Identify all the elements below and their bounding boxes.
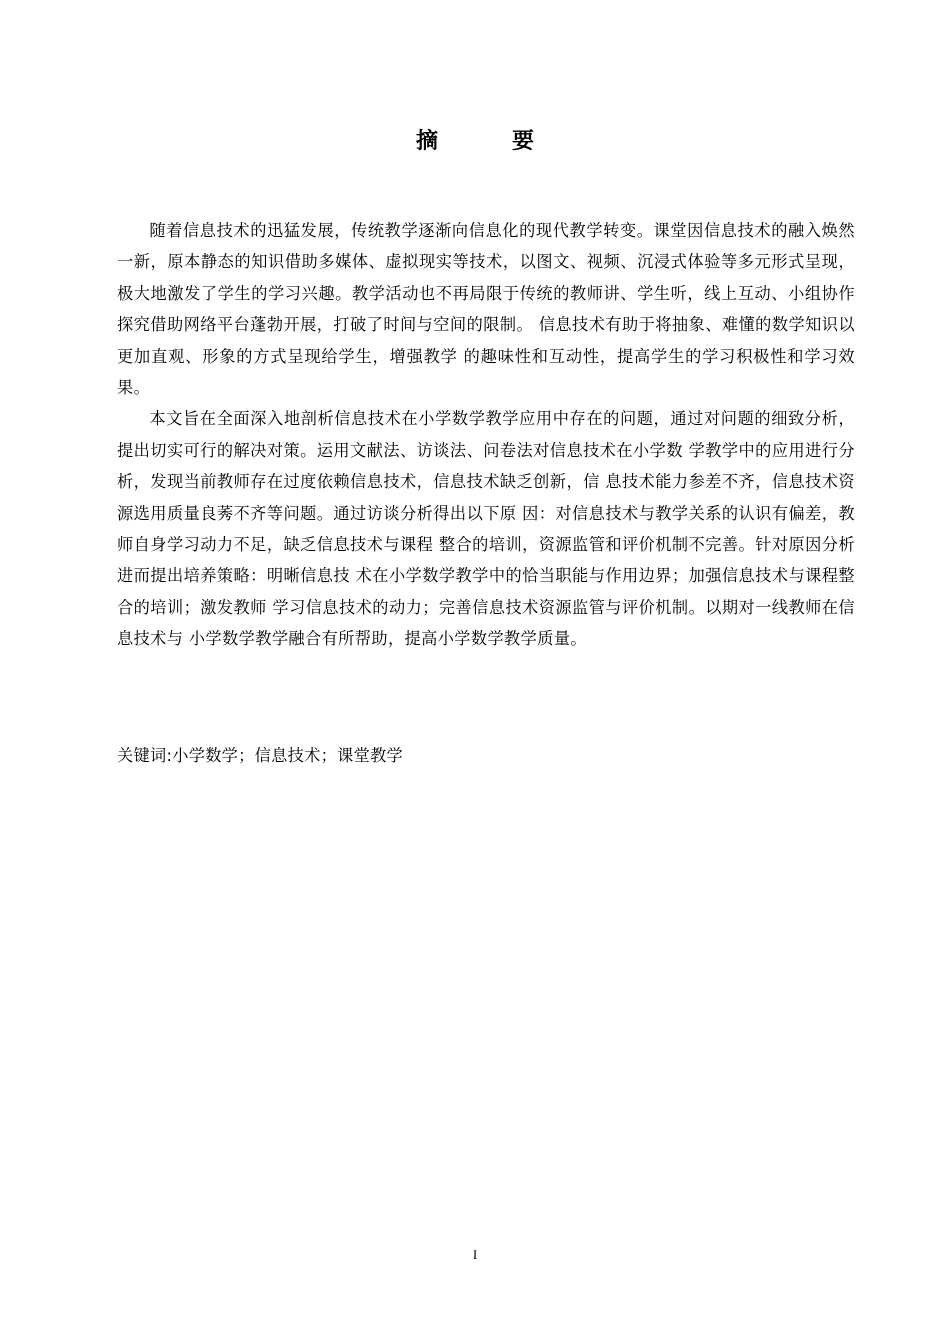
abstract-body	[117, 215, 855, 655]
keywords-value: 小学数学；信息技术；课堂教学	[172, 746, 404, 765]
abstract-title: 摘 要	[415, 129, 560, 154]
abstract-paragraph-2: 本文旨在全面深入地剖析信息技术在小学数学教学应用中存在的问题，通过对问题的细致分析，提出切实可行的解决对策。运用文献法、访谈法、问卷法对信息技术在小学数 学教学中的应用进行分析，发现当前教师存在过度依赖信息技术，信息技术缺乏创新，信 息技术能力参差不齐，信息技术资源选用质量良莠不齐等问题。通过访谈分析得出以下原 因：对信息技术与教学关系的认识有偏差，教师自身学习动力不足，缺乏信息技术与课程 整合的培训，资源监管和评价机制不完善。针对原因分析进而提出培养策略：明晰信息技 术在小学数学教学中的恰当职能与作用边界；加强信息技术与课程整合的培训；激发教师 学习信息技术的动力；完善信息技术资源监管与评价机制。以期对一线教师在信息技术与 小学数学教学融合有所帮助，提高小学数学教学质量。	[117, 409, 855, 649]
page-number: I	[472, 1247, 478, 1262]
keywords-label: 关键词:	[117, 746, 173, 765]
keywords-line	[117, 741, 855, 771]
abstract-paragraph-1: 随着信息技术的迅猛发展，传统教学逐渐向信息化的现代教学转变。课堂因信息技术的融入焕然一新，原本静态的知识借助多媒体、虚拟现实等技术，以图文、视频、沉浸式体验等多元形式呈现，极大地激发了学生的学习兴趣。教学活动也不再局限于传统的教师讲、学生听，线上互动、小组协作探究借助网络平台蓬勃开展，打破了时间与空间的限制。 信息技术有助于将抽象、难懂的数学知识以更加直观、形象的方式呈现给学生，增强教学 的趣味性和互动性，提高学生的学习积极性和学习效果。	[117, 221, 855, 398]
